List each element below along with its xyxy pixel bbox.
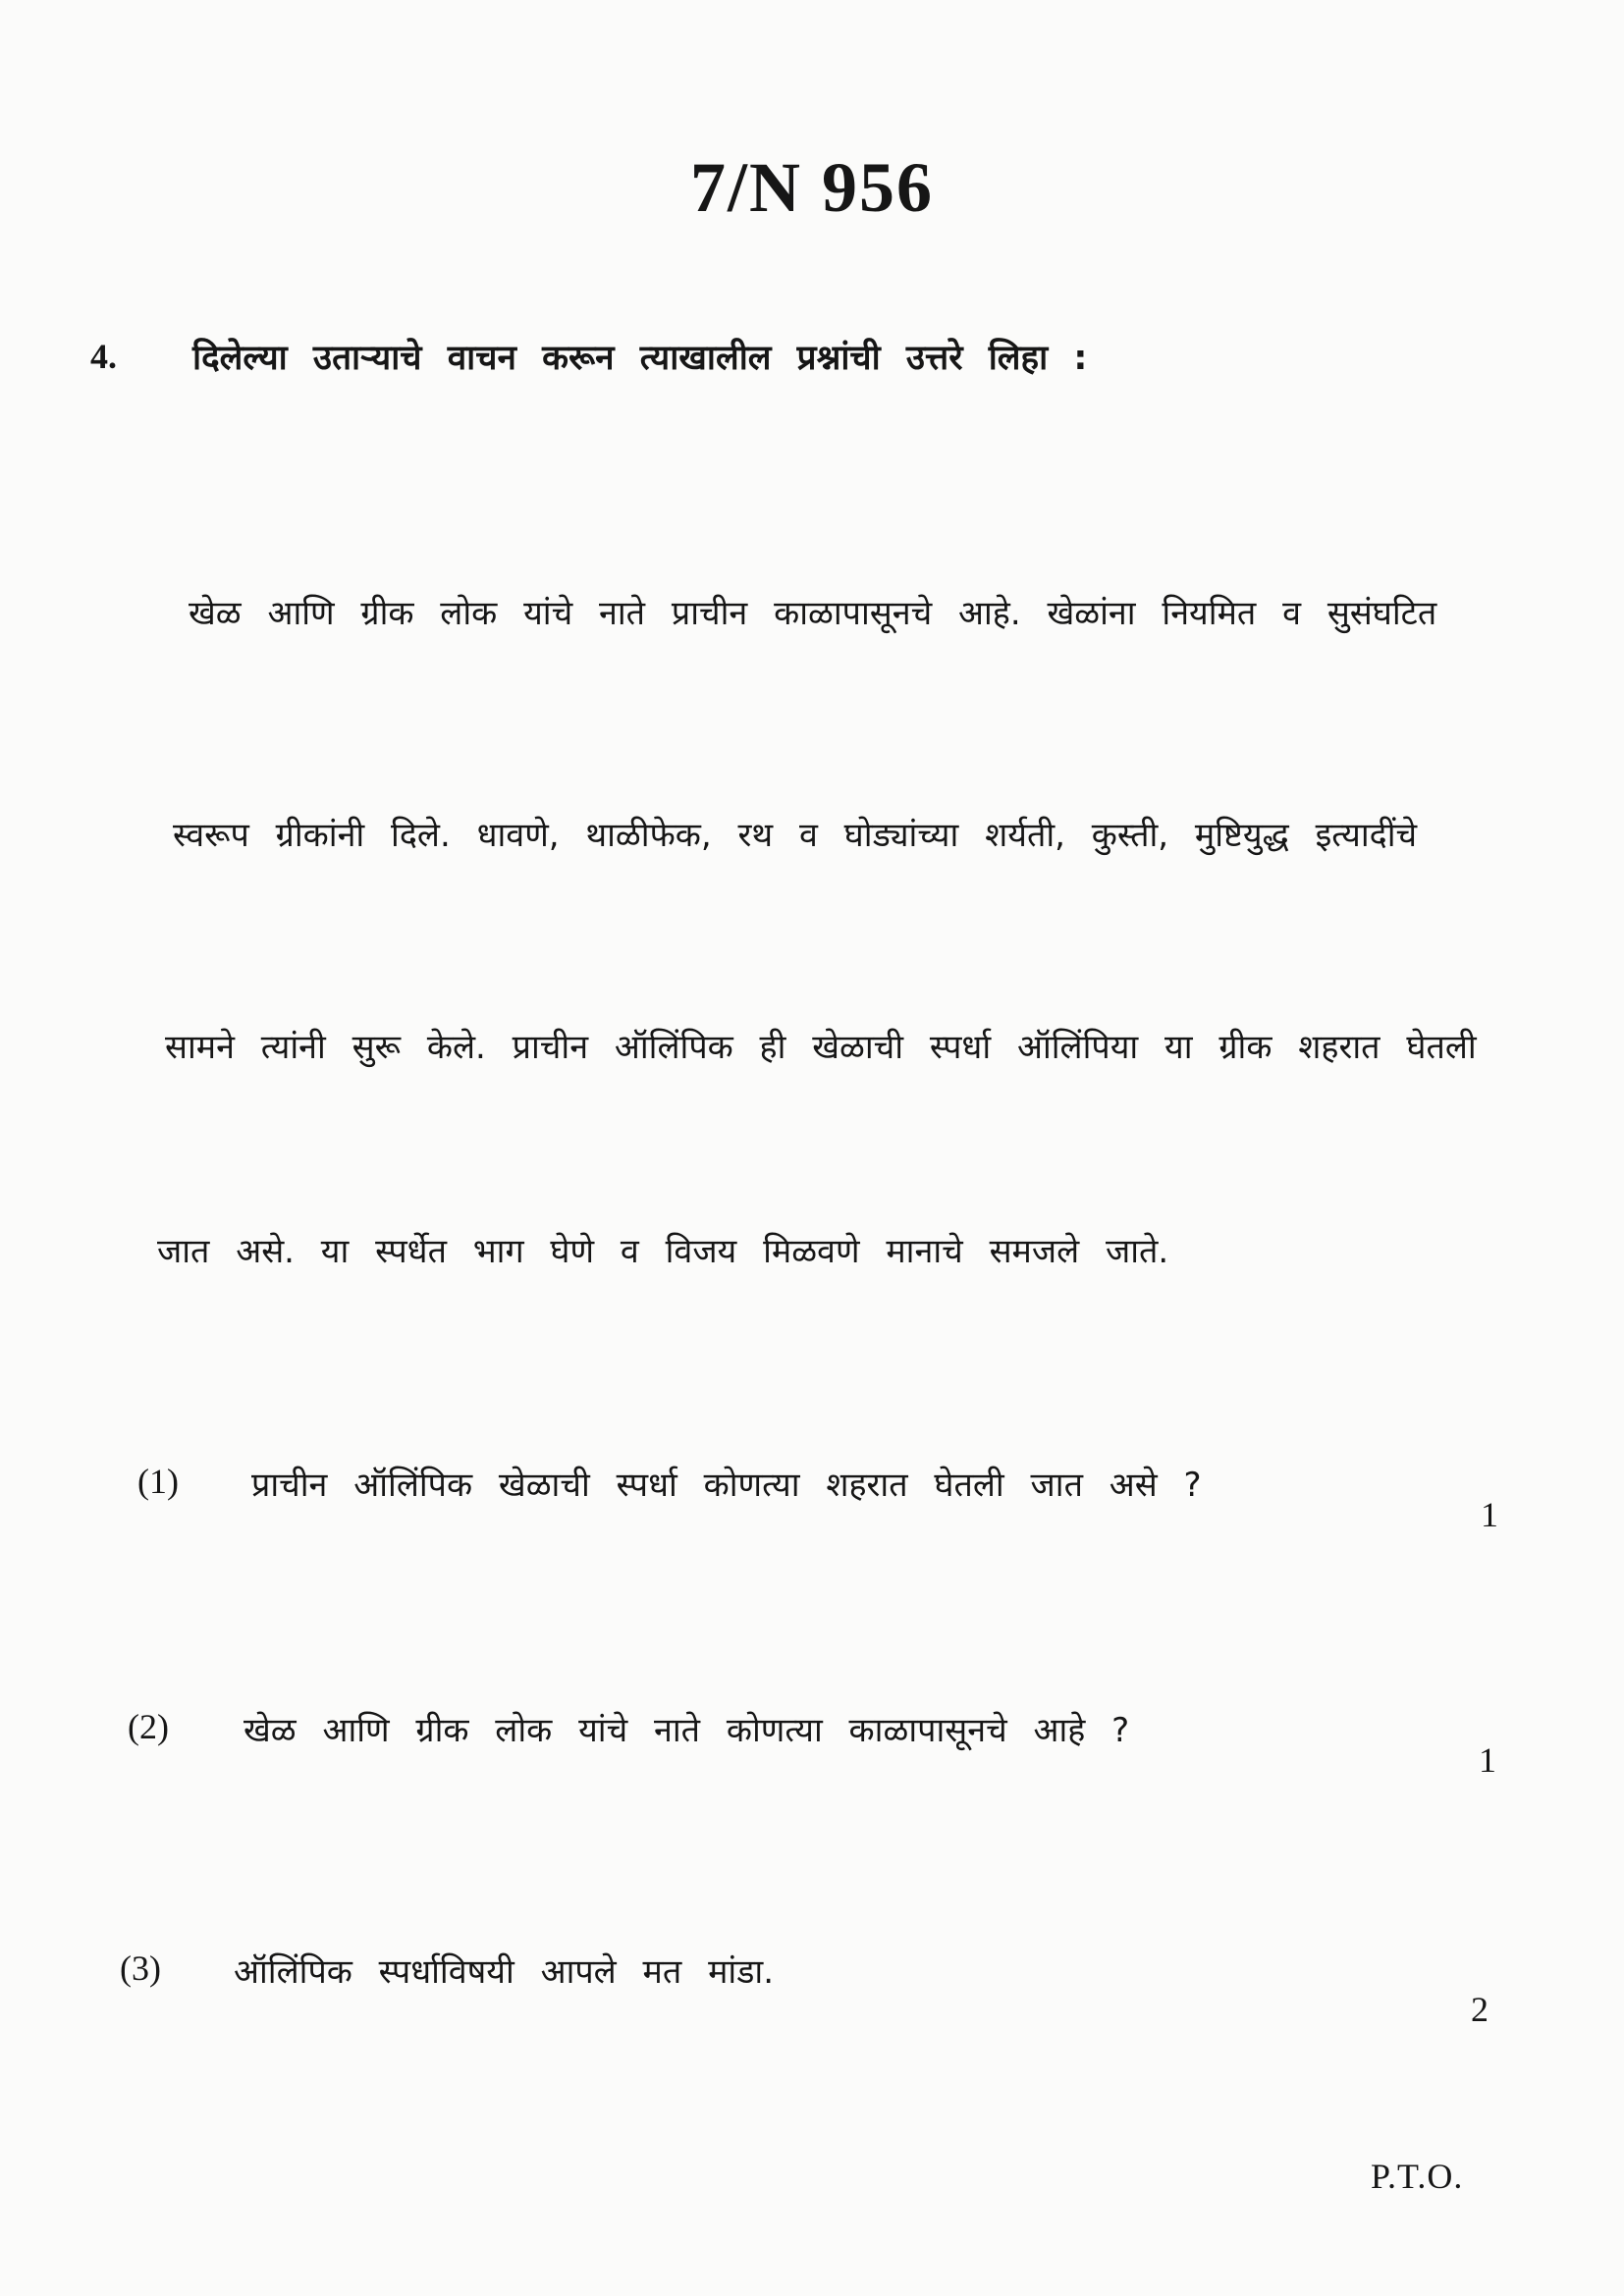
sub-question — [0, 1948, 1624, 2029]
passage-line: सामने त्यांनी सुरू केले. प्राचीन ऑलिंपिक ही खेळाची स्पर्धा ऑलिंपिया या ग्रीक शहरात घेतली — [165, 1028, 1477, 1067]
sub-question-marks: 1 — [1481, 1495, 1498, 1534]
pto-label: P.T.O. — [1371, 2157, 1464, 2196]
sub-question-text: खेळ आणि ग्रीक लोक यांचे नाते कोणत्या काळापासूनचे आहे ? — [244, 1711, 1130, 1750]
sub-question — [0, 1706, 1624, 1780]
question-instruction: दिलेल्या उताऱ्याचे वाचन करून त्याखालील प्रश्नांची उत्तरे लिहा : — [192, 339, 1088, 378]
passage-line: स्वरूप ग्रीकांनी दिले. धावणे, थाळीफेक, रथ व घोड्यांच्या शर्यती, कुस्ती, मुष्टियुद्ध इत्यादींचे — [173, 816, 1418, 855]
paper-code: 7/N 956 — [690, 148, 934, 227]
question-number: 4. — [90, 337, 117, 376]
sub-question-number: (1) — [137, 1462, 179, 1501]
sub-question-marks: 1 — [1479, 1740, 1496, 1780]
passage-line: खेळ आणि ग्रीक लोक यांचे नाते प्राचीन काळापासूनचे आहे. खेळांना नियमित व सुसंघटित — [189, 594, 1437, 633]
passage-line: जात असे. या स्पर्धेत भाग घेणे व विजय मिळवणे मानाचे समजले जाते. — [157, 1232, 1169, 1271]
sub-question-text: प्राचीन ऑलिंपिक खेळाची स्पर्धा कोणत्या शहरात घेतली जात असे ? — [251, 1466, 1202, 1505]
sub-question — [0, 1461, 1624, 1534]
sub-question-marks: 2 — [1471, 1990, 1489, 2029]
sub-question-number: (3) — [120, 1949, 161, 1988]
sub-question-text: ऑलिंपिक स्पर्धाविषयी आपले मत मांडा. — [234, 1952, 775, 1992]
sub-question-number: (2) — [128, 1707, 169, 1746]
